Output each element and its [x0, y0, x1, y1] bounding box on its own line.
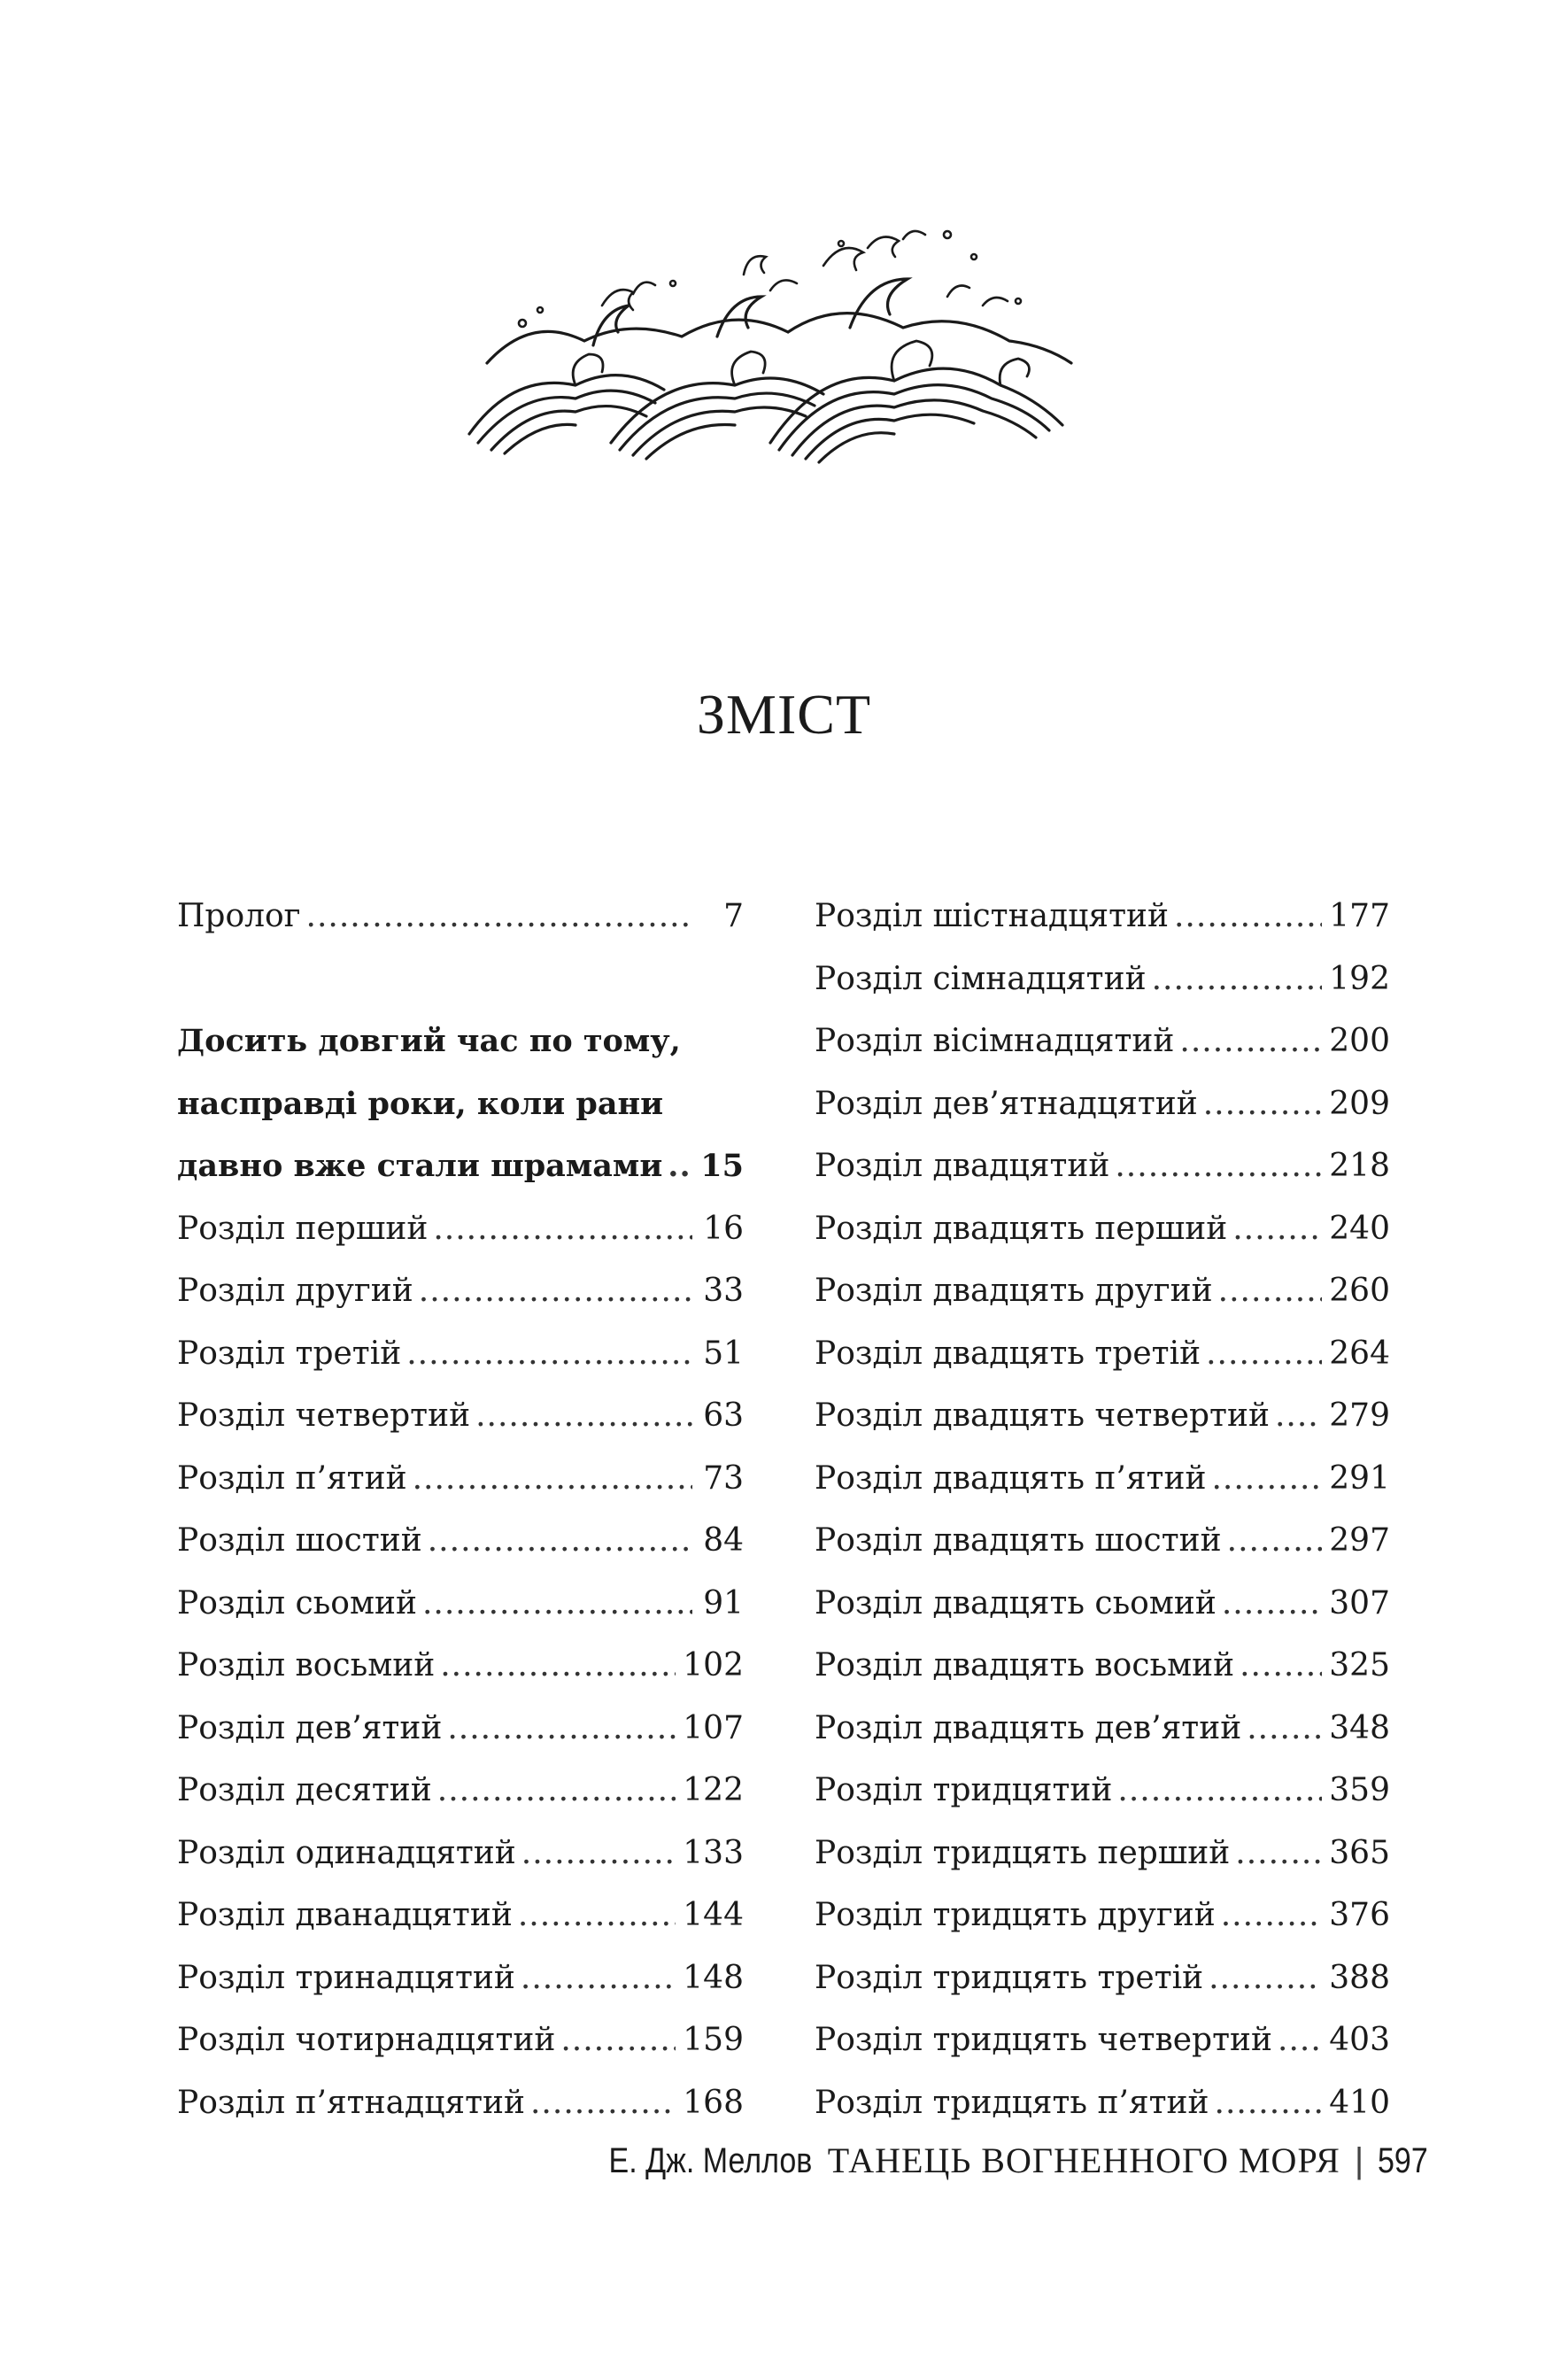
- toc-entry-page: 297: [1329, 1522, 1390, 1559]
- toc-entry-page: 209: [1329, 1085, 1390, 1122]
- toc-entry-label: Розділ двадцять восьмий: [815, 1647, 1235, 1683]
- toc-leader-dots: [1174, 886, 1322, 948]
- toc-entry[interactable]: [177, 2072, 744, 2135]
- toc-entry-label: Розділ перший: [177, 1210, 429, 1247]
- toc-leader-dots: [1240, 1635, 1322, 1698]
- toc-entry-page: 200: [1329, 1023, 1390, 1059]
- toc-leader-dots: [1179, 1010, 1322, 1073]
- toc-entry-label: Розділ вісімнадцятий: [815, 1023, 1175, 1059]
- toc-entry-label: Розділ четвертий: [177, 1397, 471, 1434]
- toc-entry-label: Розділ тридцятий: [815, 1772, 1113, 1808]
- toc-entry-label: Розділ шістнадцятий: [815, 898, 1169, 934]
- toc-leader-dots: [1275, 1385, 1322, 1448]
- toc-entry[interactable]: [815, 1010, 1390, 1073]
- toc-leader-dots: [521, 1947, 676, 2010]
- toc-leader-dots: [413, 1448, 692, 1511]
- toc-leader-dots: [406, 1323, 692, 1386]
- toc-entry-label: Розділ тридцять перший: [815, 1834, 1231, 1871]
- toc-leader-dots: [1218, 1260, 1323, 1323]
- toc-spacer: [177, 948, 744, 1011]
- toc-entry[interactable]: [177, 1385, 744, 1448]
- toc-entry[interactable]: [815, 1260, 1390, 1323]
- toc-leader-dots: [530, 2072, 676, 2135]
- toc-left-column: [177, 886, 744, 2134]
- toc-entry[interactable]: [177, 1635, 744, 1698]
- toc-leader-dots: [428, 1510, 692, 1573]
- toc-leader-dots: [1222, 1573, 1322, 1636]
- toc-leader-dots: [1117, 1760, 1322, 1823]
- toc-entry-label: Розділ п’ятий: [177, 1459, 407, 1497]
- toc-entry-page: 388: [1329, 1959, 1390, 1996]
- toc-entry-page: 325: [1329, 1647, 1390, 1683]
- toc-leader-dots: [668, 1135, 692, 1198]
- toc-entry-page: 33: [703, 1273, 744, 1309]
- toc-entry-page: 73: [703, 1459, 744, 1497]
- toc-leader-dots: [1247, 1698, 1322, 1761]
- toc-entry-label: Розділ двадцять четвертий: [815, 1397, 1270, 1434]
- toc-entry-page: 91: [703, 1584, 744, 1622]
- toc-entry-page: 240: [1329, 1210, 1390, 1247]
- toc-leader-dots: [306, 886, 692, 948]
- toc-entry-label: Досить довгий час по тому,: [177, 1023, 681, 1059]
- toc-leader-dots: [1221, 1885, 1323, 1947]
- toc-entry[interactable]: [815, 1323, 1390, 1386]
- toc-entry-page: 102: [683, 1647, 744, 1683]
- toc-leader-dots: [521, 1823, 676, 1885]
- toc-entry[interactable]: [177, 1885, 744, 1947]
- toc-leader-dots: [1215, 2072, 1323, 2135]
- toc-entry-page: 84: [703, 1522, 744, 1559]
- toc-entry-page: 403: [1329, 2022, 1390, 2058]
- toc-entry-label: Розділ восьмий: [177, 1647, 436, 1683]
- toc-leader-dots: [1278, 2009, 1322, 2072]
- toc-entry-label: Розділ тридцять четвертий: [815, 2022, 1273, 2058]
- toc-leader-dots: [1232, 1198, 1322, 1261]
- toc-entry[interactable]: [177, 1823, 744, 1885]
- toc-entry-label: Розділ двадцять дев’ятий: [815, 1709, 1242, 1746]
- toc-entry-page: 168: [683, 2084, 744, 2121]
- toc-entry[interactable]: [815, 2009, 1390, 2072]
- toc-entry-label: Розділ тридцять третій: [815, 1959, 1204, 1996]
- toc-entry-label: Розділ шостий: [177, 1522, 422, 1559]
- toc-leader-dots: [1227, 1510, 1323, 1573]
- toc-entry[interactable]: [815, 1698, 1390, 1761]
- toc-leader-dots: [1235, 1823, 1322, 1885]
- footer-separator: |: [1354, 2141, 1364, 2180]
- toc-entry[interactable]: [815, 1135, 1390, 1198]
- waves-ornament-icon: [452, 221, 1089, 487]
- toc-entry-label: Розділ дев’ятнадцятий: [815, 1085, 1198, 1122]
- toc-entry[interactable]: [177, 1448, 744, 1511]
- toc-entry[interactable]: [177, 1760, 744, 1823]
- toc-entry-label: Розділ десятий: [177, 1772, 432, 1808]
- toc-entry-page: 144: [683, 1897, 744, 1933]
- toc-leader-dots: [1203, 1073, 1323, 1136]
- toc-entry[interactable]: [815, 1073, 1390, 1136]
- toc-entry-label: насправді роки, коли рани: [177, 1085, 664, 1122]
- toc-entry[interactable]: [815, 1198, 1390, 1261]
- toc-entry-label: Пролог: [177, 898, 301, 934]
- toc-entry-page: 133: [683, 1834, 744, 1871]
- toc-entry-label: Розділ двадцять п’ятий: [815, 1459, 1207, 1497]
- toc-entry-page: 348: [1329, 1709, 1390, 1746]
- toc-entry[interactable]: [815, 2072, 1390, 2135]
- toc-leader-dots: [518, 1885, 676, 1947]
- toc-leader-dots: [475, 1385, 692, 1448]
- toc-entry-label: давно вже стали шрамами: [177, 1148, 663, 1184]
- toc-entry[interactable]: [815, 886, 1390, 948]
- toc-entry-label: Розділ одинадцятий: [177, 1834, 516, 1871]
- toc-entry-label: Розділ тридцять другий: [815, 1897, 1216, 1933]
- toc-entry[interactable]: [815, 948, 1390, 1011]
- toc-entry[interactable]: [815, 1947, 1390, 2010]
- toc-entry-label: Розділ двадцять перший: [815, 1210, 1228, 1247]
- toc-entry-page: 7: [723, 898, 744, 934]
- toc-entry-page: 177: [1329, 898, 1390, 934]
- toc-entry-page: 63: [703, 1397, 744, 1434]
- toc-leader-dots: [1211, 1448, 1322, 1511]
- toc-entry[interactable]: [815, 1885, 1390, 1947]
- toc-right-column: [815, 886, 1390, 2134]
- toc-entry[interactable]: [815, 1448, 1390, 1511]
- toc-entry-page: 159: [683, 2022, 744, 2058]
- toc-leader-dots: [422, 1573, 692, 1636]
- toc-entry[interactable]: [177, 1260, 744, 1323]
- toc-entry[interactable]: [815, 1573, 1390, 1636]
- toc-entry-page: 365: [1329, 1834, 1390, 1871]
- toc-leader-dots: [419, 1260, 692, 1323]
- toc-leader-dots: [1209, 1947, 1322, 2010]
- toc-entry[interactable]: [815, 1760, 1390, 1823]
- toc-entry-label: Розділ двадцять сьомий: [815, 1584, 1217, 1622]
- toc-entry-label: Розділ двадцять третій: [815, 1335, 1201, 1372]
- toc-entry[interactable]: [177, 1323, 744, 1386]
- toc-entry-label: Розділ сімнадцятий: [815, 960, 1147, 997]
- toc-leader-dots: [433, 1198, 692, 1261]
- toc-entry-page: 376: [1329, 1897, 1390, 1933]
- toc-entry[interactable]: [177, 1010, 744, 1073]
- toc-entry-page: 16: [703, 1210, 744, 1247]
- toc-entry[interactable]: [815, 1510, 1390, 1573]
- toc-entry-label: Розділ тринадцятий: [177, 1959, 515, 1996]
- page-title: ЗМІСТ: [696, 683, 872, 746]
- footer-page-number: 597: [1378, 2141, 1428, 2180]
- toc-entry-page: 15: [700, 1148, 744, 1184]
- toc-leader-dots: [560, 2009, 676, 2072]
- toc-entry[interactable]: [177, 1947, 744, 2010]
- toc-entry-page: 148: [683, 1959, 744, 1996]
- toc-entry-page: 122: [683, 1772, 744, 1808]
- toc-entry-page: 307: [1329, 1584, 1390, 1622]
- toc-entry-page: 51: [703, 1335, 744, 1372]
- toc-entry-page: 410: [1329, 2084, 1390, 2121]
- toc-entry-label: Розділ дев’ятий: [177, 1709, 443, 1746]
- toc-entry[interactable]: [177, 2009, 744, 2072]
- toc-entry-label: Розділ дванадцятий: [177, 1897, 513, 1933]
- toc-entry-page: 260: [1329, 1273, 1390, 1309]
- toc-entry[interactable]: [177, 886, 744, 948]
- toc-entry-page: 279: [1329, 1397, 1390, 1434]
- toc-entry[interactable]: [815, 1385, 1390, 1448]
- toc-entry[interactable]: [177, 1573, 744, 1636]
- toc-leader-dots: [1206, 1323, 1322, 1386]
- toc-entry[interactable]: [177, 1698, 744, 1761]
- toc-entry[interactable]: [177, 1135, 744, 1198]
- toc-leader-dots: [437, 1760, 676, 1823]
- page-footer: [573, 2140, 1438, 2181]
- toc-entry-page: 218: [1329, 1148, 1390, 1184]
- toc-entry[interactable]: [815, 1635, 1390, 1698]
- toc-entry-page: 359: [1329, 1772, 1390, 1808]
- toc-leader-dots: [1152, 948, 1323, 1011]
- toc-entry-page: 264: [1329, 1335, 1390, 1372]
- toc-entry-label: Розділ другий: [177, 1273, 413, 1309]
- toc-entry[interactable]: [177, 1198, 744, 1261]
- toc-entry[interactable]: [815, 1823, 1390, 1885]
- toc-entry-page: 291: [1329, 1459, 1390, 1497]
- toc-leader-dots: [1115, 1135, 1322, 1198]
- toc-entry-label: Розділ тридцять п’ятий: [815, 2084, 1209, 2121]
- toc-entry-label: Розділ двадцять другий: [815, 1273, 1213, 1309]
- toc-entry-page: 192: [1329, 960, 1390, 997]
- footer-book-title: ТАНЕЦЬ ВОГНЕННОГО МОРЯ: [827, 2140, 1340, 2180]
- toc-leader-dots: [447, 1698, 676, 1761]
- toc-entry-label: Розділ двадцятий: [815, 1148, 1110, 1184]
- toc-entry-label: Розділ двадцять шостий: [815, 1522, 1222, 1559]
- toc-entry-label: Розділ п’ятнадцятий: [177, 2084, 525, 2121]
- toc-entry-label: Розділ сьомий: [177, 1584, 417, 1622]
- footer-author: Е. Дж. Меллов: [608, 2141, 812, 2180]
- toc-entry-label: Розділ третій: [177, 1335, 402, 1372]
- toc-entry-page: 107: [683, 1709, 744, 1746]
- toc-entry[interactable]: [177, 1510, 744, 1573]
- toc-entry[interactable]: [177, 1073, 744, 1136]
- toc-entry-label: Розділ чотирнадцятий: [177, 2022, 556, 2058]
- toc-leader-dots: [440, 1635, 676, 1698]
